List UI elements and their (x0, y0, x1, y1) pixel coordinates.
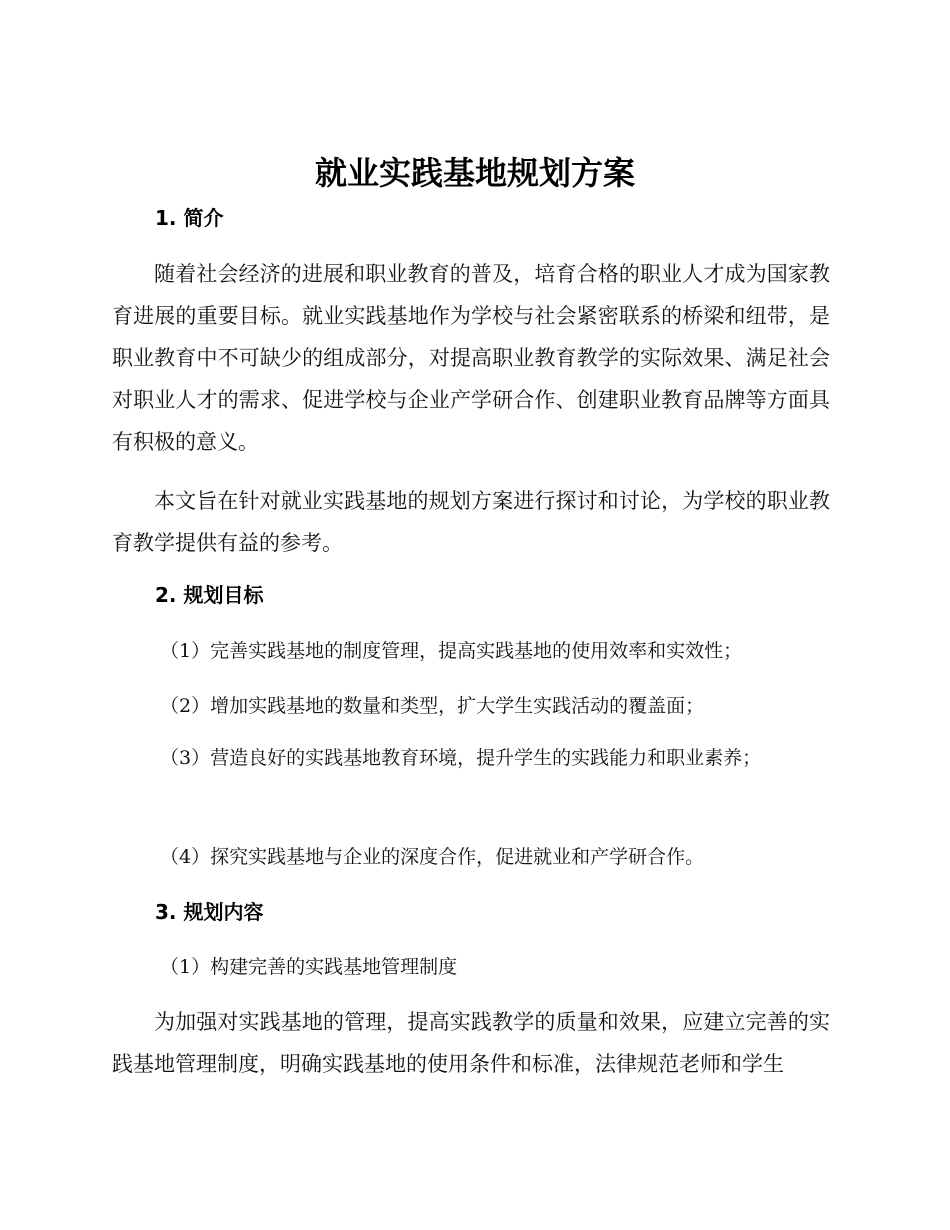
section-heading-intro: 1. 简介 (155, 206, 224, 230)
goal-item-4: （4）探究实践基地与企业的深度合作，促进就业和产学研合作。 (160, 846, 705, 868)
goal-item-2: （2）增加实践基地的数量和类型，扩大学生实践活动的覆盖面； (160, 695, 705, 717)
section-heading-content: 3. 规划内容 (155, 900, 264, 924)
content-item-1: （1）构建完善的实践基地管理制度 (160, 956, 458, 978)
goal-item-3: （3）营造良好的实践基地教育环境，提升学生的实践能力和职业素养； (160, 747, 762, 769)
paragraph-intro-2: 本文旨在针对就业实践基地的规划方案进行探讨和讨论，为学校的职业教育教学提供有益的参考。 (112, 489, 830, 555)
section-heading-goals: 2. 规划目标 (155, 583, 264, 607)
paragraph-content-1: 为加强对实践基地的管理，提高实践教学的质量和效果，应建立完善的实践基地管理制度，明确实践基地的使用条件和标准，法律规范老师和学生 (112, 1010, 830, 1076)
goal-item-1: （1）完善实践基地的制度管理，提高实践基地的使用效率和实效性； (160, 640, 743, 662)
paragraph-intro-1: 随着社会经济的进展和职业教育的普及，培育合格的职业人才成为国家教育进展的重要目标。就业实践基地作为学校与社会紧密联系的桥梁和纽带，是职业教育中不可缺少的组成部分，对提高职业教育教学的实际效果、满足社会对职业人才的需求、促进学校与企业产学研合作、创建职业教育品牌等方面具有积极的意义。 (112, 262, 830, 454)
document-title: 就业实践基地规划方案 (314, 154, 635, 192)
